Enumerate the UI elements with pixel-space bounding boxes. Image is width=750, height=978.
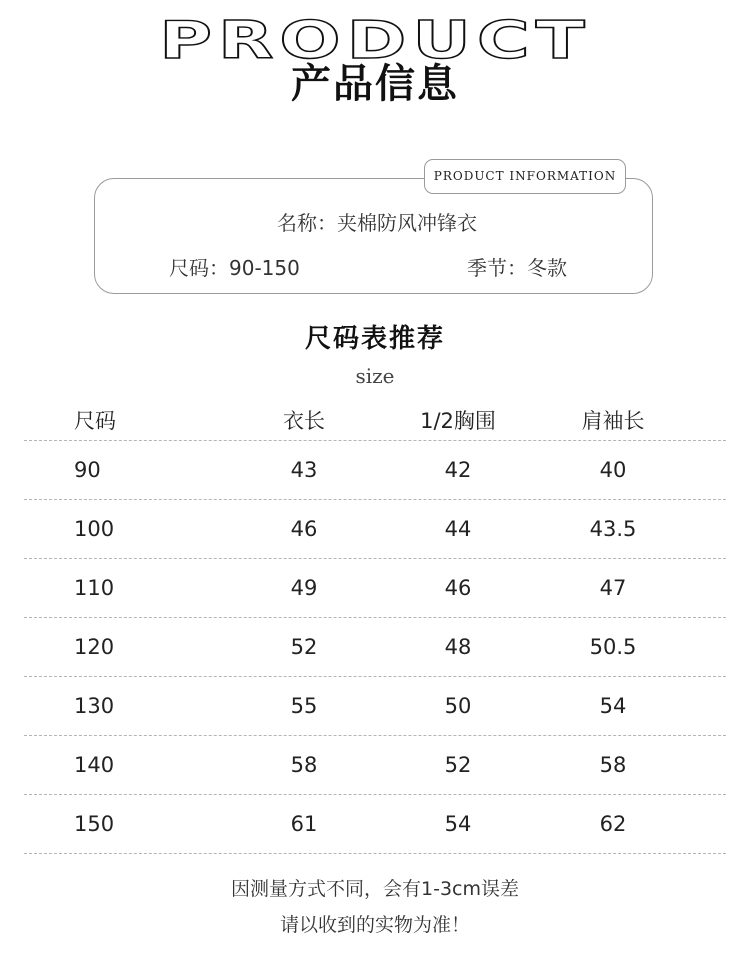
size-table-title: 尺码表推荐 [304, 324, 445, 354]
actual-product-note: 请以收到的实物为准！ [279, 914, 470, 936]
table-cell: 54 [599, 694, 627, 718]
table-cell: 61 [290, 812, 318, 836]
product-info-tag: PRODUCT INFORMATION [424, 159, 626, 194]
product-season: 季节：冬款 [467, 256, 567, 280]
table-cell: 43 [290, 458, 318, 482]
table-cell: 46 [290, 517, 318, 541]
table-cell: 120 [74, 635, 115, 659]
table-row [24, 500, 726, 559]
table-cell: 140 [74, 753, 115, 777]
table-cell: 52 [290, 635, 318, 659]
column-header: 尺码 [74, 409, 116, 433]
table-row [24, 618, 726, 677]
column-header: 肩袖长 [581, 409, 645, 433]
table-cell: 47 [599, 576, 627, 600]
table-cell: 48 [444, 635, 472, 659]
table-cell: 43.5 [589, 517, 637, 541]
column-header: 衣长 [283, 409, 325, 433]
table-cell: 40 [599, 458, 627, 482]
table-cell: 49 [290, 576, 318, 600]
table-row [24, 795, 726, 854]
table-cell: 130 [74, 694, 115, 718]
table-cell: 50 [444, 694, 472, 718]
column-header: 1/2胸围 [420, 409, 496, 433]
table-cell: 55 [290, 694, 318, 718]
table-cell: 110 [74, 576, 115, 600]
table-cell: 58 [599, 753, 627, 777]
table-row [24, 677, 726, 736]
table-header-row [24, 400, 726, 441]
product-size-range: 尺码：90-150 [169, 256, 300, 280]
table-cell: 46 [444, 576, 472, 600]
table-row [24, 441, 726, 500]
table-cell: 44 [444, 517, 472, 541]
size-table-subtitle: size [355, 364, 395, 388]
page-title: 产品信息 [291, 61, 459, 107]
table-cell: 100 [74, 517, 115, 541]
table-cell: 62 [599, 812, 627, 836]
table-cell: 58 [290, 753, 318, 777]
table-cell: 42 [444, 458, 472, 482]
table-cell: 50.5 [589, 635, 637, 659]
product-name: 名称：夹棉防风冲锋衣 [277, 211, 477, 235]
measurement-note: 因测量方式不同，会有1-3cm误差 [231, 878, 519, 900]
size-table [24, 400, 726, 854]
background-word: PRODUCT [159, 9, 591, 71]
table-cell: 54 [444, 812, 472, 836]
table-row [24, 559, 726, 618]
table-cell: 90 [74, 458, 101, 482]
table-cell: 150 [74, 812, 115, 836]
table-cell: 52 [444, 753, 472, 777]
table-row [24, 736, 726, 795]
